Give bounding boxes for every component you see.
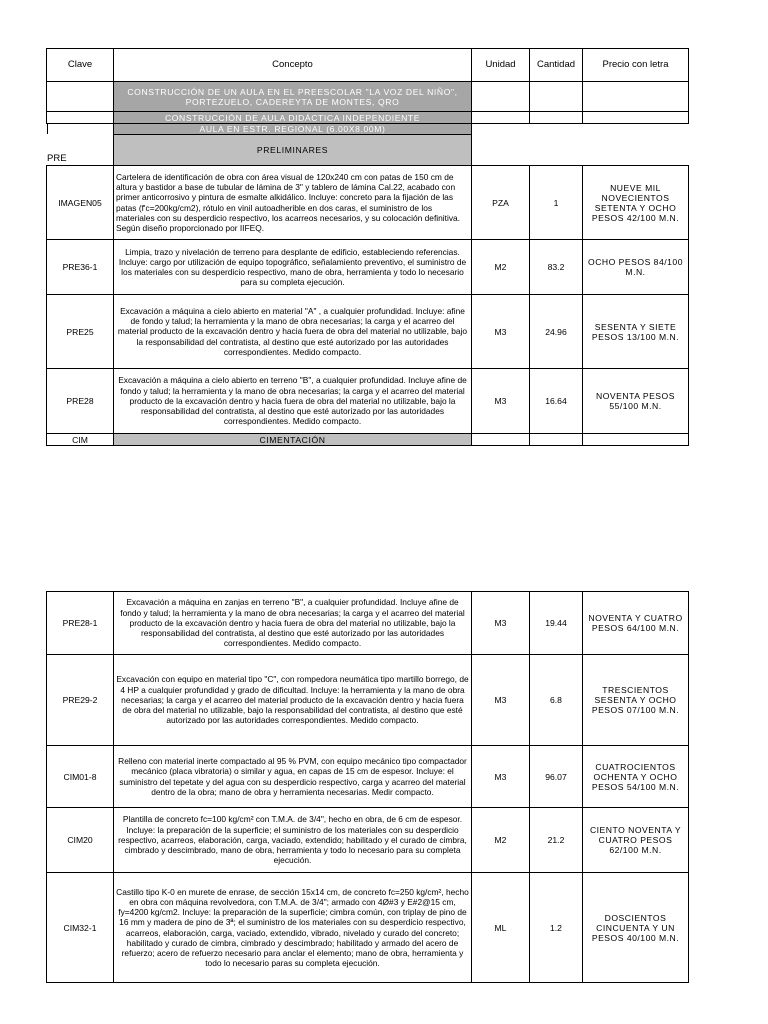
cell-tick-mark xyxy=(47,124,48,134)
row-precio: CIENTO NOVENTA Y CUATRO PESOS 62/100 M.N. xyxy=(583,808,689,873)
table-row xyxy=(47,240,689,295)
row-concepto: Excavación a máquina a cielo abierto en material "A" , a cualquier profundidad. Incluye: afine de fondo y talud; la herramienta y la mano de obra necesarias; la carga y el acarreo del material producto de la excavación dentro y hacia fuera de obra del material no utilizable, bajo la responsabilidad del contratista, al destino que esté autorizado por las autoridades correspondientes. Medido compacto. xyxy=(114,295,472,369)
section-row-cim xyxy=(47,434,689,446)
title-row-1 xyxy=(47,82,689,112)
title-row-2 xyxy=(47,112,689,124)
row-concepto: Excavación a máquina a cielo abierto en terreno "B", a cualquier profundidad. Incluye afine de fondo y talud; la herramienta y la mano de obra necesarias; la carga y el acarreo del material producto de la excavación dentro y hacia fuera de obra del material no utilizable, bajo la responsabilidad del contratista, al destino que esté autorizado por las autoridades correspondientes. Medido compacto. xyxy=(114,369,472,434)
row-concepto: Cartelera de identificación de obra con área visual de 120x240 cm con patas de 150 cm de altura y bastidor a base de tubular de lámina de 3" y tablero de lámina Cal.22, acabado con primer anticorrosivo y pintura de esmalte alkidálico. Incluye: concreto para la fijación de las patas (f'c=200kg/cm2), rótulo en vinil autoadherible en dos caras, el suministro de los materiales con su desperdicio respectivo, los acarreos necesarios, y su colocación definitiva. Según diseño proporcionado por IIFEQ. xyxy=(114,166,472,240)
row-precio: NOVENTA PESOS 55/100 M.N. xyxy=(583,369,689,434)
section-clave-pre: PRE xyxy=(47,153,67,164)
row-clave: PRE29-2 xyxy=(47,655,114,746)
row-clave: PRE28 xyxy=(47,369,114,434)
header-unidad: Unidad xyxy=(472,49,530,82)
row-concepto: Limpia, trazo y nivelación de terreno para desplante de edificio, estableciendo referencias. Incluye: cargo por utilización de equipo topográfico, señalamiento preventivo, el suministro de los materiales con su desperdicio respectivo, mano de obra, herramienta y todo lo necesario para su completa ejecución. xyxy=(114,240,472,295)
section-title-preliminares: PRELIMINARES xyxy=(114,135,472,166)
budget-table-page-2 xyxy=(46,591,689,983)
row-concepto: Plantilla de concreto fc=100 kg/cm² con T.M.A. de 3/4", hecho en obra, de 6 cm de espesor. Incluye: la preparación de la superficie; el suministro de los materiales con su desperdicio respectivo, acarreos, elaboración, carga, vaciado, extendido; habilitado y el curado de cimbra, cimbrado y descimbrado, mano de obra, herramienta y todo lo necesario para su completa ejecución. xyxy=(114,808,472,873)
row-concepto: Castillo tipo K-0 en murete de enrase, de sección 15x14 cm, de concreto fc=250 kg/cm², hecho en obra con máquina revolvedora, con T.M.A. de 3/4"; armado con 4Ø#3 y E#2@15 cm, fy=4200 kg/cm2. Incluye: la preparación de la superficie; cimbra común, con triplay de pino de 16 mm y madera de pino de 3ª; el suministro de los materiales con su desperdicio respectivo, acarreos, elaboración, carga, vaciado, extendido, vibrado, nivelado y curado del concreto; habilitado y curado de cimbra, cimbrado y descimbrado; habilitado y armado del acero de refuerzo; acero de refuerzo necesario para anclar el elemento; mano de obra, herramienta y todo lo necesario paras su completa ejecución. xyxy=(114,873,472,983)
row-cantidad: 83.2 xyxy=(530,240,583,295)
table-row xyxy=(47,369,689,434)
row-concepto: Relleno con material inerte compactado al 95 % PVM, con equipo mecánico tipo compactador mecánico (placa vibratoria) o similar y agua, en capas de 15 cm de espesor. Incluye: el suministro del tepetate y del agua con su desperdicio respectivo, carga y acarreo del material dentro de la obra; mano de obra y herramienta necesarias. Medir compacto. xyxy=(114,746,472,808)
header-concepto: Concepto xyxy=(114,49,472,82)
row-clave: PRE28-1 xyxy=(47,592,114,655)
row-cantidad: 24.96 xyxy=(530,295,583,369)
row-unidad: M3 xyxy=(472,655,530,746)
row-clave: CIM20 xyxy=(47,808,114,873)
table-header-row xyxy=(47,49,689,82)
header-precio: Precio con letra xyxy=(583,49,689,82)
project-title: CONSTRUCCIÓN DE UN AULA EN EL PREESCOLAR "LA VOZ DEL NIÑO", PORTEZUELO, CADEREYTA DE MONTES, QRO xyxy=(114,82,472,112)
row-precio: TRESCIENTOS SESENTA Y OCHO PESOS 07/100 M.N. xyxy=(583,655,689,746)
table-row xyxy=(47,592,689,655)
project-subtitle: CONSTRUCCIÓN DE AULA DIDÁCTICA INDEPENDIENTE xyxy=(114,112,472,124)
row-clave: IMAGEN05 xyxy=(47,166,114,240)
row-clave: PRE25 xyxy=(47,295,114,369)
row-cantidad: 1.2 xyxy=(530,873,583,983)
section-row-pre xyxy=(47,135,689,166)
project-structure: AULA EN ESTR. REGIONAL (6.00X8.00M) xyxy=(114,124,472,135)
table-row xyxy=(47,655,689,746)
header-cantidad: Cantidad xyxy=(530,49,583,82)
row-precio: NUEVE MIL NOVECIENTOS SETENTA Y OCHO PESOS 42/100 M.N. xyxy=(583,166,689,240)
row-unidad: M2 xyxy=(472,808,530,873)
title-row-3 xyxy=(47,124,689,135)
row-concepto: Excavación con equipo en material tipo "C", con rompedora neumática tipo martillo borrego, de 4 HP a cualquier profundidad y grado de dificultad. Incluye: la herramienta y la mano de obra necesarias; la carga y el acarreo del material producto de la excavación dentro y hacia fuera de obra del material no utilizable, bajo la responsabilidad del contratista, al destino que esté autorizado por las autoridades correspondientes. Medido compacto. xyxy=(114,655,472,746)
row-precio: SESENTA Y SIETE PESOS 13/100 M.N. xyxy=(583,295,689,369)
section-title-cimentacion: CIMENTACIÓN xyxy=(114,434,472,446)
row-cantidad: 21.2 xyxy=(530,808,583,873)
section-clave-cim: CIM xyxy=(47,434,114,446)
row-precio: OCHO PESOS 84/100 M.N. xyxy=(583,240,689,295)
header-clave: Clave xyxy=(47,49,114,82)
table-row xyxy=(47,873,689,983)
row-unidad: M2 xyxy=(472,240,530,295)
row-precio: CUATROCIENTOS OCHENTA Y OCHO PESOS 54/100 M.N. xyxy=(583,746,689,808)
row-cantidad: 6.8 xyxy=(530,655,583,746)
row-concepto: Excavación a máquina en zanjas en terreno "B", a cualquier profundidad. Incluye afine de fondo y talud; la herramienta y la mano de obra necesarias; la carga y el acarreo del material producto de la excavación dentro y hacia fuera de obra del material no utilizable, bajo la responsabilidad del contratista, al destino que esté autorizado por las autoridades correspondientes. Medido compacto. xyxy=(114,592,472,655)
row-precio: NOVENTA Y CUATRO PESOS 64/100 M.N. xyxy=(583,592,689,655)
row-cantidad: 96.07 xyxy=(530,746,583,808)
row-unidad: M3 xyxy=(472,295,530,369)
row-cantidad: 16.64 xyxy=(530,369,583,434)
row-clave: CIM01-8 xyxy=(47,746,114,808)
row-cantidad: 1 xyxy=(530,166,583,240)
row-unidad: PZA xyxy=(472,166,530,240)
row-unidad: M3 xyxy=(472,369,530,434)
row-clave: PRE36-1 xyxy=(47,240,114,295)
row-clave: CIM32-1 xyxy=(47,873,114,983)
row-unidad: M3 xyxy=(472,746,530,808)
row-unidad: ML xyxy=(472,873,530,983)
row-unidad: M3 xyxy=(472,592,530,655)
row-precio: DOSCIENTOS CINCUENTA Y UN PESOS 40/100 M.N. xyxy=(583,873,689,983)
table-row xyxy=(47,808,689,873)
row-cantidad: 19.44 xyxy=(530,592,583,655)
table-row xyxy=(47,746,689,808)
table-row xyxy=(47,166,689,240)
table-row xyxy=(47,295,689,369)
budget-table-page-1 xyxy=(46,48,689,446)
